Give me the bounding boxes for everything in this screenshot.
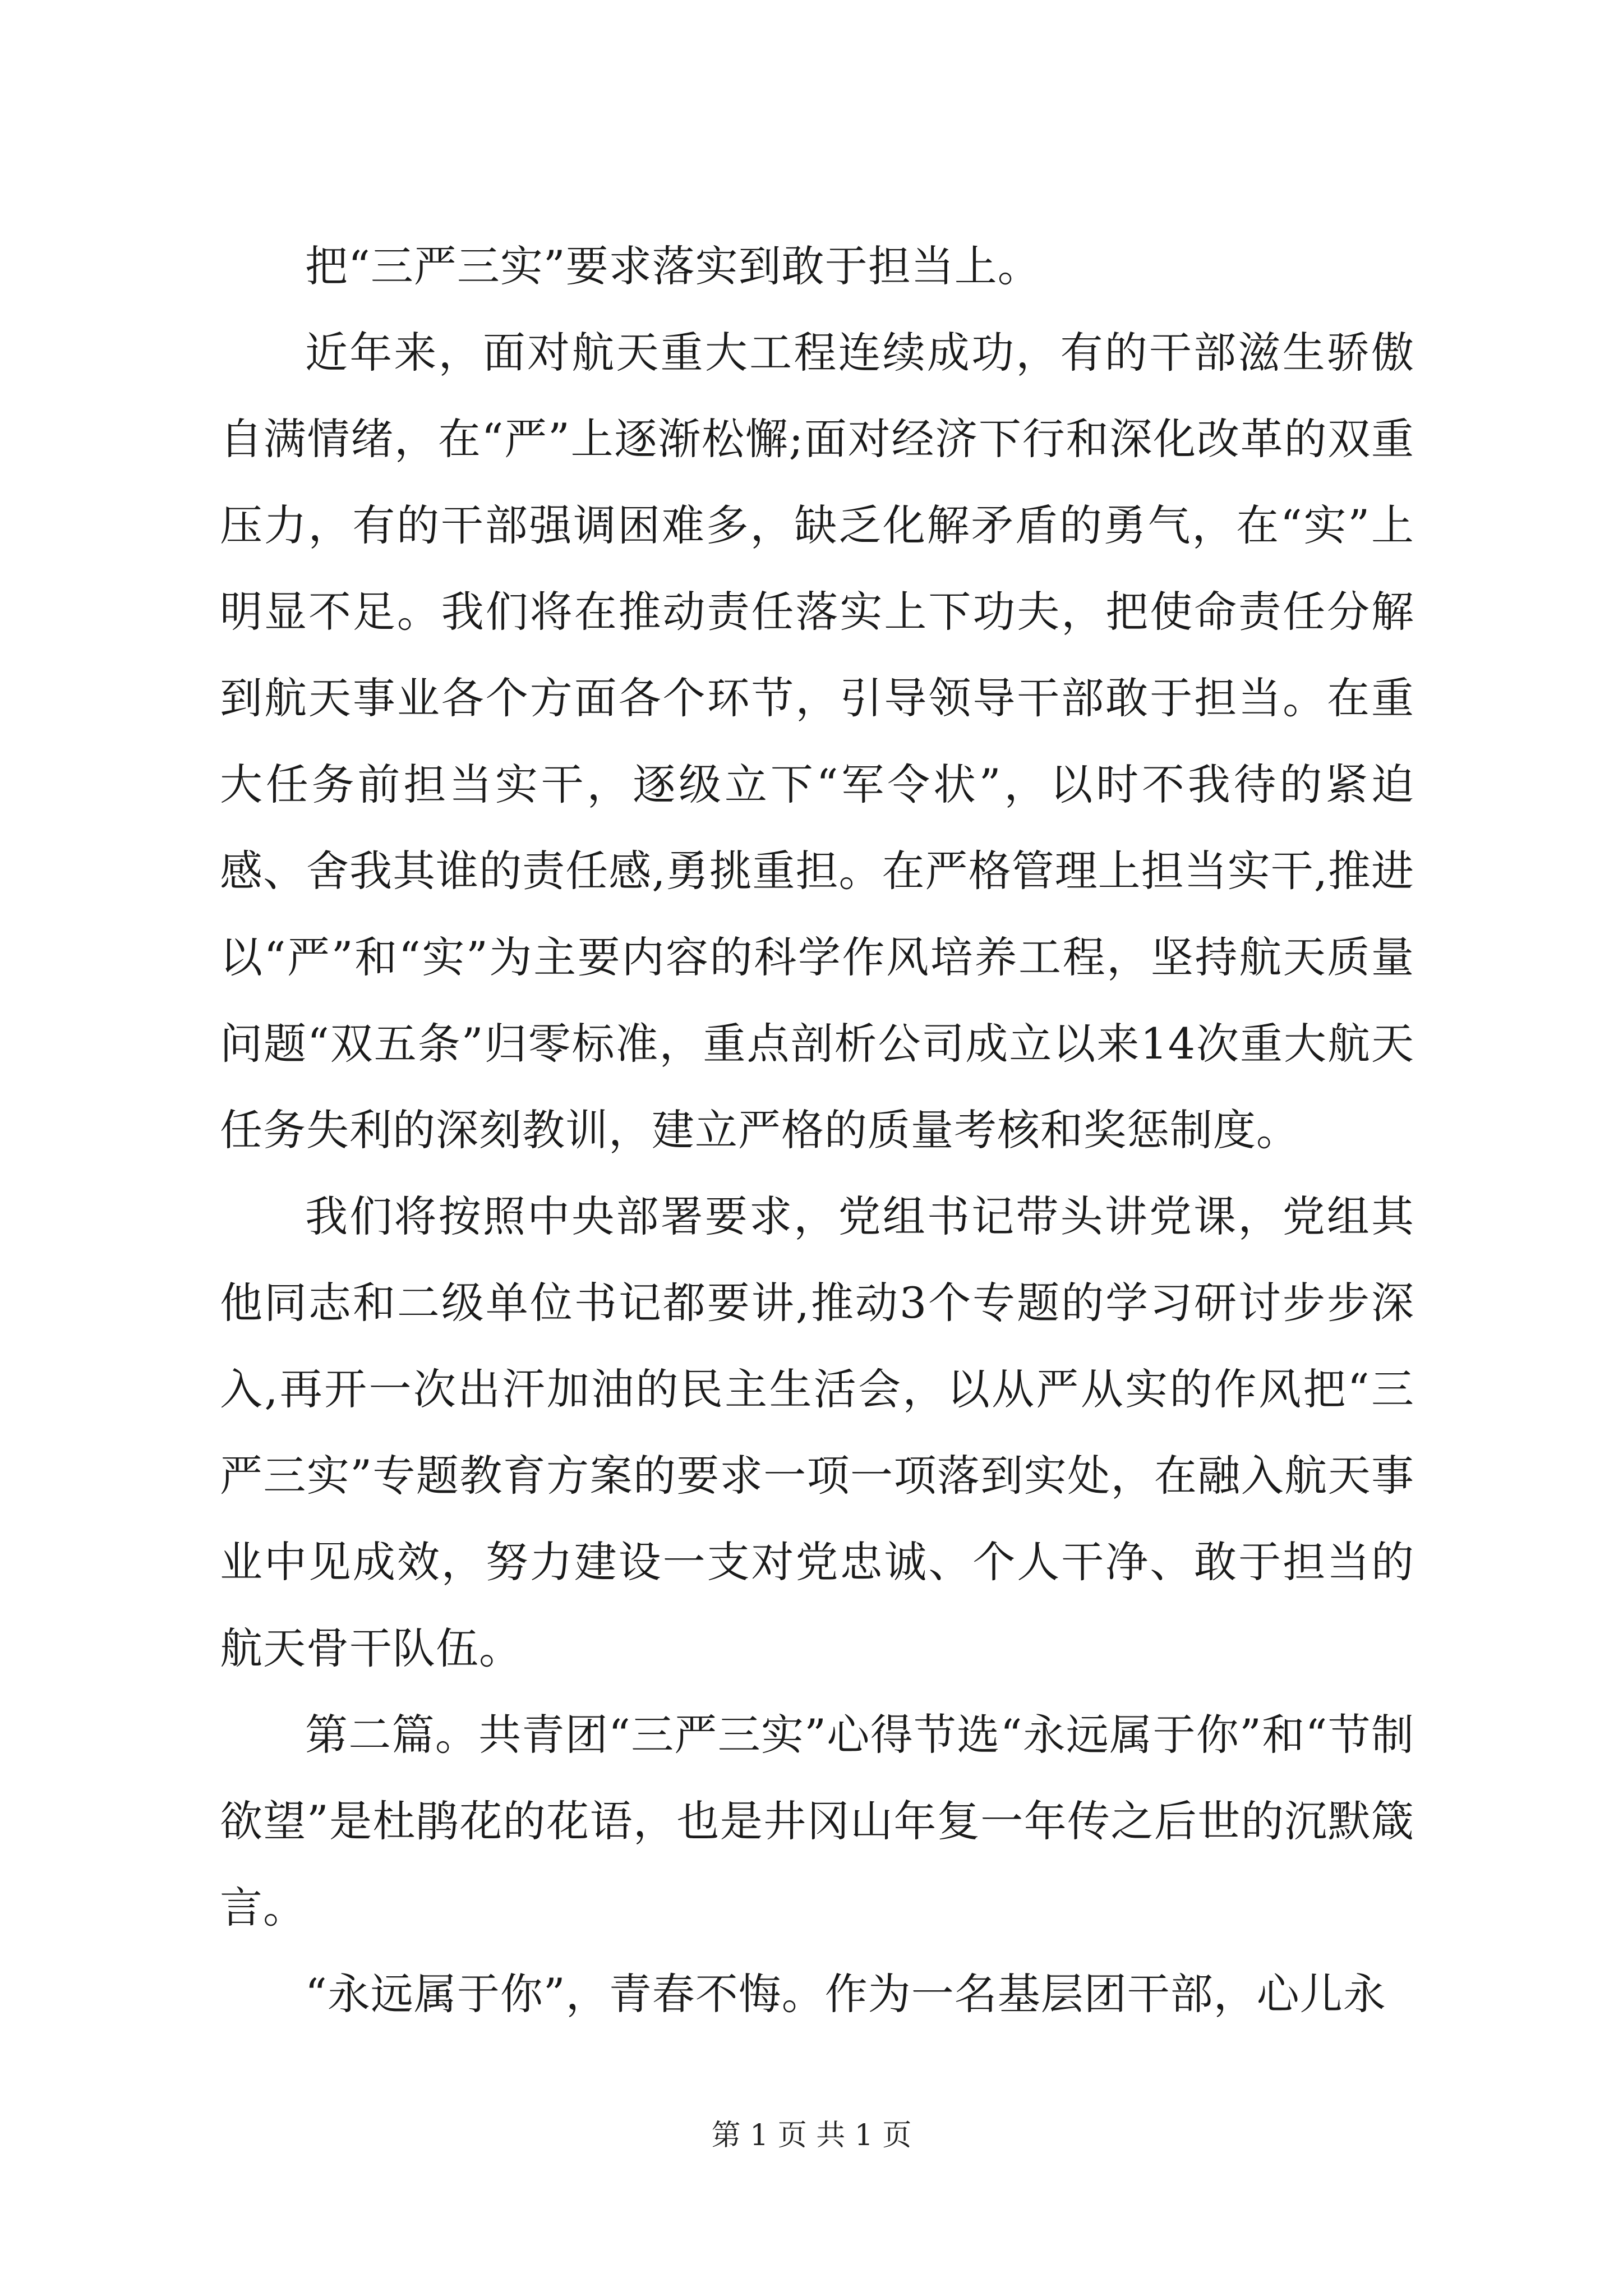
document-body <box>220 223 1414 2037</box>
paragraph-4: 第二篇。共青团“三严三实”心得节选“永远属于你”和“节制欲望”是杜鹃花的花语，也是井冈山年复一年传之后世的沉默箴言。 <box>220 1710 1414 1932</box>
paragraph-3: 我们将按照中央部署要求，党组书记带头讲党课，党组其他同志和二级单位书记都要讲,推动3个专题的学习研讨步步深入,再开一次出汗加油的民主生活会，以从严从实的作风把“三严三实”专题教育方案的要求一项一项落到实处，在融入航天事业中见成效，努力建设一支对党忠诚、个人干净、敢于担当的航天骨干队伍。 <box>220 1191 1414 1673</box>
paragraph-5: “永远属于你”，青春不悔。作为一名基层团干部，心儿永 <box>305 1969 1386 2019</box>
page-footer: 第 1 页 共 1 页 <box>711 2119 912 2152</box>
paragraph-2: 近年来，面对航天重大工程连续成功，有的干部滋生骄傲自满情绪，在“严”上逐渐松懈;面对经济下行和深化改革的双重压力，有的干部强调困难多，缺乏化解矛盾的勇气，在“实”上明显不足。我们将在推动责任落实上下功夫，把使命责任分解到航天事业各个方面各个环节，引导领导干部敢于担当。在重大任务前担当实干，逐级立下“军令状”，以时不我待的紧迫感、舍我其谁的责任感,勇挑重担。在严格管理上担当实干,推进以“严”和“实”为主要内容的科学作风培养工程，坚持航天质量问题“双五条”归零标准，重点剖析公司成立以来14次重大航天任务失利的深刻教训，建立严格的质量考核和奖惩制度。 <box>220 328 1414 1155</box>
paragraph-1: 把“三严三实”要求落实到敢于担当上。 <box>305 241 1041 291</box>
